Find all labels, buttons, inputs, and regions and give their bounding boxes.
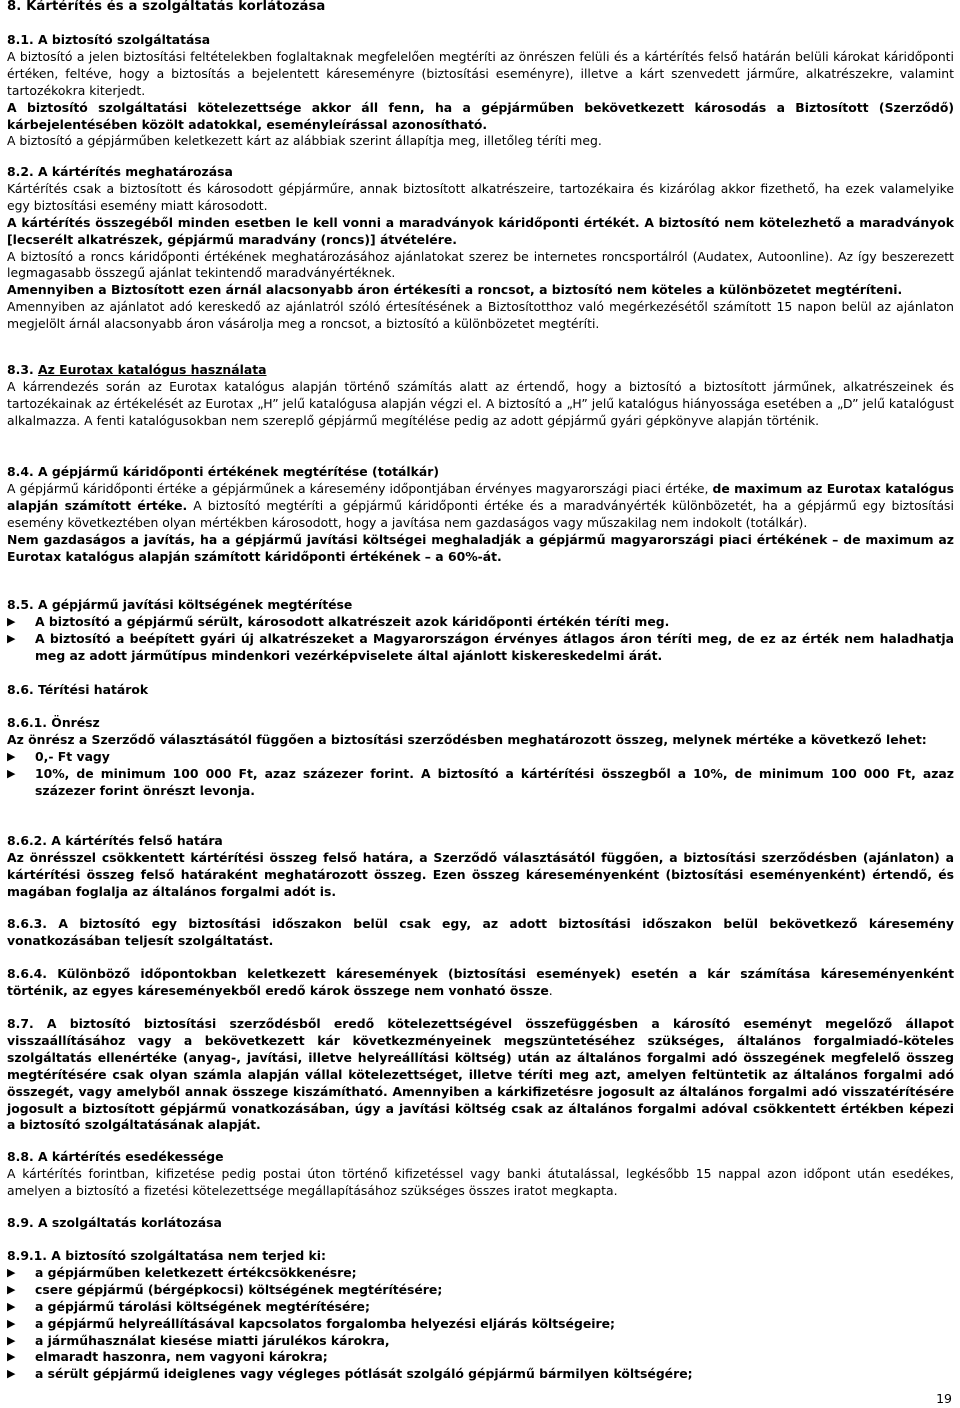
- heading-8-4: 8.4. A gépjármű káridőponti értékének megtérítése (totálkár): [7, 464, 440, 479]
- heading-text: Az Eurotax katalógus használata: [38, 362, 267, 377]
- heading-8-5: 8.5. A gépjármű javítási költségének megtérítése: [7, 597, 353, 612]
- right-triangle-bullet-icon: ▶: [7, 1333, 16, 1347]
- heading-8-2: 8.2. A kártérítés meghatározása: [7, 164, 233, 179]
- section-8-1: [7, 32, 954, 150]
- page-number: 19: [936, 1391, 952, 1406]
- heading-8-6: 8.6. Térítési határok: [7, 682, 149, 697]
- section-8-6-2: [7, 833, 954, 901]
- section-8-5: [7, 597, 954, 665]
- right-triangle-bullet-icon: ▶: [7, 614, 16, 628]
- heading-8-9-1: 8.9.1. A biztosító szolgáltatása nem terjed ki:: [7, 1248, 326, 1263]
- text-run-bold: de maximum az Eurotax katalógus alapján számított értéke.: [7, 480, 954, 513]
- section-8-9-1: [7, 1248, 954, 1383]
- right-triangle-bullet-icon: ▶: [7, 1350, 16, 1364]
- list-item: ▶ a gépjármű tárolási költségének megtérítésére;: [7, 1298, 370, 1314]
- paragraph-bold: A kártérítés összegéből minden esetben le kell vonni a maradványok káridőponti értékét. A biztosító nem kötelezhető a maradványok [lecserélt alkatrészek, gépjármű maradvány (roncs)] átvételére.: [7, 214, 954, 247]
- section-8-2: [7, 164, 954, 333]
- paragraph-bold: 8.7. A biztosító biztosítási szerződésből eredő kötelezettségével összefüggésben a károsító eseményt megelőző állapot visszaállításához vagy a bekövetkezett kár következményeinek megszüntetéséhez szükséges, általános forgalmiadó-köteles szolgáltatás ellenértéke (anyag-, javítási, illetve helyreállítási költség) után az általános forgalmi adó összegének megfelelő összeg megtérítésére csak olyan számla alapján vállal kötelezettséget, illetve téríti meg azt, amelyen feltüntetik az általános forgalmi adó összegét, vagy amelyből annak összege kiszámítható. Amennyiben a kárkifizetésre jogosult az általános forgalmi adó visszatérítésére jogosult a biztosított gépjármű vonatkozásában, úgy a javítási költség csak az általános forgalmi adóval csökkentett értékben képezi a biztosító szolgáltatásának alapját.: [7, 1016, 954, 1133]
- heading-8-6-1: 8.6.1. Önrész: [7, 715, 100, 730]
- paragraph: [7, 481, 954, 532]
- section-8-6: [7, 682, 954, 699]
- section-8-8: [7, 1149, 954, 1200]
- paragraph: A biztosító a jelen biztosítási feltételekben foglaltaknak megfelelően megtéríti az önrészen felüli és a kártérítés felső határán belüli károkat káridőponti értéken, feltéve, hogy a biztosítás a bejelentett káreseményre (biztosítási eseményre), illetve a kárt szenvedett járműre, alkatrészekre, valamint tartozékokra kiterjedt.: [7, 48, 954, 98]
- section-8-6-1: [7, 715, 954, 800]
- section-8-7: [7, 1016, 954, 1134]
- section-8-6-4: [7, 966, 954, 1000]
- right-triangle-bullet-icon: ▶: [7, 766, 16, 780]
- text-run-bold: 8.6.4. Különböző időpontokban keletkezett káresemények (biztosítási események) esetén a kár számítása káreseményenként történik, az egyes káreseményekből eredő károk összege nem vonható össze: [7, 966, 954, 998]
- right-triangle-bullet-icon: ▶: [7, 1316, 16, 1330]
- paragraph: Amennyiben az ajánlatot adó kereskedő az ajánlatról szóló értesítésének a Biztosítotthoz való megérkezésétől számított 15 napon belül az ajánlaton megjelölt árnál alacsonyabb áron vásárolja meg a roncsot, a biztosító a különbözetet megtéríti.: [7, 299, 954, 332]
- right-triangle-bullet-icon: ▶: [7, 1265, 16, 1279]
- paragraph-bold: 8.6.3. A biztosító egy biztosítási időszakon belül csak egy, az adott biztosítási időszakon belül bekövetkező káresemény vonatkozásában teljesít szolgáltatást.: [7, 916, 954, 948]
- right-triangle-bullet-icon: ▶: [7, 1299, 16, 1313]
- paragraph-bold: Az önrésszel csökkentett kártérítési összeg felső határa, a Szerződő választásától függően, a biztosítási szerződésben (ajánlaton) a kártérítési összeg felső határaként meghatározott összeg. Ezen összeg káreseményenként (biztosítási eseményenként) értendő, és magában foglalja az általános forgalmi adót is.: [7, 849, 954, 899]
- right-triangle-bullet-icon: ▶: [7, 631, 16, 645]
- list-item: ▶ a gépjármű helyreállításával kapcsolatos forgalomba helyezési eljárás költségeire;: [7, 1315, 615, 1331]
- section-8-6-3: [7, 916, 954, 950]
- paragraph-bold: A biztosító szolgáltatási kötelezettsége akkor áll fenn, ha a gépjárműben bekövetkezett károsodás a Biztosított (Szerződő) kárbejelentésében közölt adatokkal, eseményleírással azonosítható.: [7, 99, 954, 132]
- heading-8-8: 8.8. A kártérítés esedékessége: [7, 1149, 224, 1164]
- paragraph: A kárrendezés során az Eurotax katalógus alapján történő számítás alatt az értendő, hogy a biztosító a biztosított járműnek, alkatrészeinek és tartozékainak az értékelését az Eurotax „H” jelű katalógusa alapján végzi el. A biztosító a „H” jelű katalógus hiányossága esetében a „D” jelű katalógust alkalmazza. A fenti katalógusokban nem szereplő gépjármű megítélése pedig az adott gépjármű gyári gépkönyve alapján történik.: [7, 378, 954, 428]
- list-item: ▶ a járműhasználat kiesése miatti járulékos károkra,: [7, 1332, 390, 1348]
- heading-8-1: 8.1. A biztosító szolgáltatása: [7, 32, 211, 47]
- heading-8-3: [7, 362, 954, 379]
- list-item: ▶ A biztosító a beépített gyári új alkatrészeket a Magyarországon érvényes átlagos áron téríti meg, de ez az érték nem haladhatja meg az adott járműtípus mindenkori vezérképviselete által ajánlott kiskereskedelmi árát.: [7, 630, 954, 663]
- paragraph: Kártérítés csak a biztosított és károsodott gépjárműre, annak biztosított alkatrészeire, tartozékaira és kizárólag akkor fizethető, ha ezek valamelyike egy biztosítási esemény miatt károsodott.: [7, 180, 954, 213]
- text-run: A biztosító megtéríti a gépjármű káridőponti értéke és a maradványérték különbözetét, ha a gépjármű egy biztosítási esemény következtében olyan mértékben károsodott, hogy a javítása nem gazdaságos vagy műszakilag nem indokolt (totálkár).: [7, 497, 954, 530]
- section-8-3: [7, 362, 954, 430]
- paragraph-bold: Amennyiben a Biztosított ezen árnál alacsonyabb áron értékesíti a roncsot, a biztosító nem köteles a különbözetet megtéríteni.: [7, 282, 903, 298]
- list-item: ▶ A biztosító a gépjármű sérült, károsodott alkatrészeit azok káridőponti értékén téríti meg.: [7, 613, 670, 629]
- section-8-9: [7, 1215, 954, 1232]
- list-item: ▶ 10%, de minimum 100 000 Ft, azaz százezer forint. A biztosító a kártérítési összegből a 10%, de minimum 100 000 Ft, azaz százezer forint önrészt levonja.: [7, 765, 954, 798]
- heading-8-6-2: 8.6.2. A kártérítés felső határa: [7, 833, 223, 848]
- paragraph: [7, 966, 954, 1000]
- right-triangle-bullet-icon: ▶: [7, 749, 16, 763]
- heading-number: 8.3.: [7, 362, 34, 377]
- paragraph: A kártérítés forintban, kifizetése pedig postai úton történő kifizetéssel vagy banki átutalással, legkésőbb 15 nappal azon időpont után esedékes, amelyen a biztosító a fizetési kötelezettsége megállapításához szükséges összes iratot megkapta.: [7, 1165, 954, 1198]
- list-item: ▶ csere gépjármű (bérgépkocsi) költségének megtérítésére;: [7, 1281, 443, 1297]
- list-item: ▶ elmaradt haszonra, nem vagyoni károkra;: [7, 1349, 328, 1365]
- list-item: ▶ a sérült gépjármű ideiglenes vagy végleges pótlását szolgáló gépjármű bármilyen költségére;: [7, 1366, 693, 1382]
- list-item: ▶ a gépjárműben keletkezett értékcsökkenésre;: [7, 1264, 357, 1280]
- paragraph: A biztosító a gépjárműben keletkezett kárt az alábbiak szerint állapítja meg, illetőleg téríti meg.: [7, 133, 602, 149]
- text-run: A gépjármű káridőponti értéke a gépjárműnek a káresemény időpontjában érvényes magyarországi piaci értéke,: [7, 480, 709, 496]
- paragraph-bold: Nem gazdaságos a javítás, ha a gépjármű javítási költségei meghaladják a gépjármű magyarországi piaci értékének – de maximum az Eurotax katalógus alapján számított káridőponti értékének – a 60%-át.: [7, 531, 954, 564]
- paragraph: A biztosító a roncs káridőponti értékének meghatározásához ajánlatokat szerez be internetes roncsportálról (Audatex, Autoonline). Az így beszerezett legmagasabb összegű ajánlat tekintendő maradványértéknek.: [7, 248, 954, 281]
- right-triangle-bullet-icon: ▶: [7, 1367, 16, 1381]
- list-item: ▶ 0,- Ft vagy: [7, 748, 110, 764]
- heading-8-9: 8.9. A szolgáltatás korlátozása: [7, 1215, 222, 1230]
- paragraph-bold: Az önrész a Szerződő választásától függően a biztosítási szerződésben meghatározott összeg, melynek mértéke a következő lehet:: [7, 731, 927, 747]
- text-run: .: [548, 982, 553, 998]
- section-8-4: [7, 464, 954, 565]
- section-title: 8. Kártérítés és a szolgáltatás korlátozása: [7, 0, 326, 14]
- right-triangle-bullet-icon: ▶: [7, 1282, 16, 1296]
